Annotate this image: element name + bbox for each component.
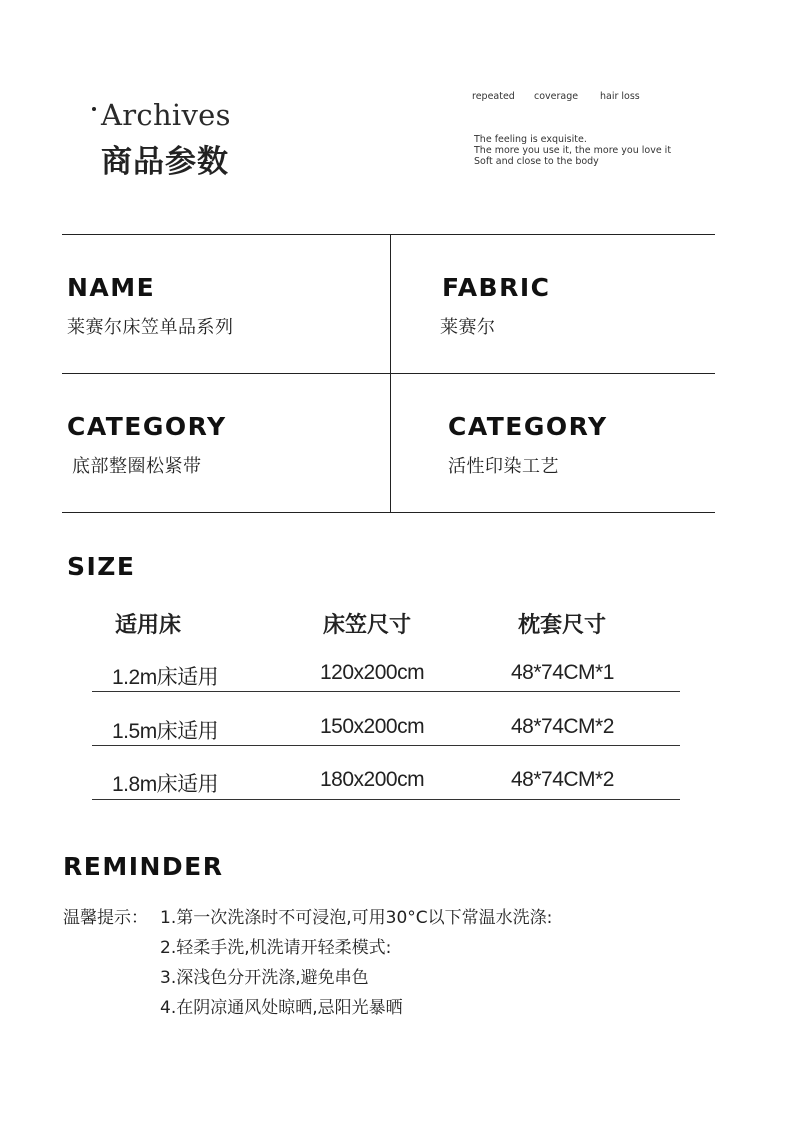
category-label: CATEGORY	[67, 412, 227, 441]
tag-repeated: repeated	[472, 91, 515, 102]
row-divider	[92, 799, 680, 800]
category-value: 活性印染工艺	[448, 456, 559, 477]
archives-heading: Archives	[101, 98, 231, 132]
name-value: 莱赛尔床笠单品系列	[67, 317, 234, 338]
table-cell: 48*74CM*2	[511, 768, 614, 791]
bullet-dot	[92, 107, 96, 111]
column-header-fitted-sheet: 床笠尺寸	[323, 613, 412, 638]
reminder-heading: REMINDER	[63, 852, 224, 881]
category-label: CATEGORY	[448, 412, 608, 441]
table-cell: 120x200cm	[320, 661, 425, 684]
reminder-item: 1.第一次洗涤时不可浸泡,可用30°C以下常温水洗涤:	[160, 908, 553, 928]
tagline-line: Soft and close to the body	[474, 156, 599, 167]
reminder-item: 4.在阴凉通风处晾晒,忌阳光暴晒	[160, 998, 403, 1018]
tag-hair-loss: hair loss	[600, 91, 640, 102]
tagline-line: The feeling is exquisite.	[474, 134, 587, 145]
tag-coverage: coverage	[534, 91, 579, 102]
name-label: NAME	[67, 273, 156, 302]
reminder-item: 2.轻柔手洗,机洗请开轻柔模式:	[160, 938, 392, 958]
table-cell: 180x200cm	[320, 768, 425, 791]
row-divider	[92, 691, 680, 692]
size-heading: SIZE	[67, 552, 136, 581]
page-title: 商品参数	[101, 144, 229, 180]
row-divider	[92, 745, 680, 746]
table-cell: 48*74CM*2	[511, 715, 614, 738]
grid-top-border	[62, 234, 715, 235]
table-cell: 1.5m床适用	[112, 720, 219, 743]
table-cell: 150x200cm	[320, 715, 425, 738]
grid-middle-border	[62, 373, 715, 374]
table-cell: 1.8m床适用	[112, 773, 219, 796]
category-value: 底部整圈松紧带	[72, 456, 202, 477]
table-cell: 1.2m床适用	[112, 666, 219, 689]
column-header-bed: 适用床	[115, 613, 182, 638]
column-header-pillowcase: 枕套尺寸	[518, 613, 607, 638]
reminder-label: 温馨提示：	[63, 908, 148, 928]
grid-bottom-border	[62, 512, 715, 513]
table-cell: 48*74CM*1	[511, 661, 614, 684]
tagline-line: The more you use it, the more you love it	[474, 145, 672, 156]
tagline	[474, 134, 671, 167]
reminder-item: 3.深浅色分开洗涤,避免串色	[160, 968, 369, 988]
fabric-value: 莱赛尔	[440, 317, 496, 338]
grid-divider	[390, 234, 391, 513]
fabric-label: FABRIC	[442, 273, 551, 302]
